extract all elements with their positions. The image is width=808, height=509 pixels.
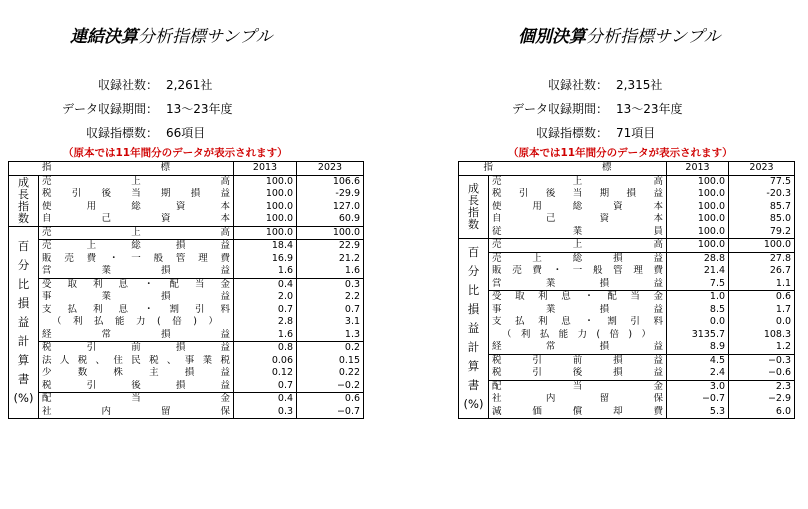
group-char: 書 — [467, 378, 480, 392]
table-row — [9, 240, 364, 253]
table-row — [459, 201, 795, 214]
value-2023: 1.2 — [775, 341, 792, 353]
row-label-cell — [489, 252, 667, 265]
table-row — [9, 406, 364, 419]
group-char: 益 — [17, 314, 30, 329]
value-2023: 0.6 — [729, 291, 795, 304]
value-2013: 18.4 — [234, 240, 297, 253]
table-row — [9, 253, 364, 266]
row-label: 自 己 資 本 — [42, 213, 231, 225]
note-original-years: （原本では11年間分のデータが表示されます） — [508, 147, 733, 159]
group-char: 長 — [18, 187, 29, 201]
table-row — [9, 175, 364, 188]
info-data-period: データ収録期間： 13〜23年度 — [61, 102, 233, 116]
row-label: 受 取 利 息 ・ 配 当 金 — [42, 278, 231, 290]
row-label-cell — [489, 380, 667, 393]
table-body — [9, 175, 364, 419]
group-char: 成 — [18, 175, 29, 189]
value-2023: 60.9 — [338, 213, 361, 225]
group-char: 損 — [17, 295, 30, 310]
row-label-cell — [39, 253, 234, 266]
table-row — [9, 316, 364, 329]
value-2023: 77.5 — [729, 175, 795, 188]
header-year-2023: 2023 — [297, 162, 364, 176]
table-row — [459, 265, 795, 278]
value-2023: -20.3 — [766, 188, 792, 200]
group-char: 計 — [467, 340, 480, 354]
row-label-cell — [489, 188, 667, 201]
row-label: 事 業 損 益 — [492, 303, 663, 315]
row-label: 社 内 留 保 — [42, 405, 231, 417]
row-label: 配 当 金 — [42, 393, 231, 405]
value-2023: 106.6 — [297, 175, 364, 188]
table-row — [459, 291, 795, 304]
value-2013: 0.8 — [234, 342, 297, 355]
row-label: 販 売 費 ・ 一 般 管 理 費 — [492, 265, 664, 277]
row-label-cell — [39, 329, 234, 342]
row-label-cell — [489, 341, 667, 354]
table-row — [9, 265, 364, 278]
row-label-cell — [39, 393, 234, 406]
row-label-cell — [39, 316, 234, 329]
value-2013: 2.4 — [667, 367, 729, 380]
table-row — [459, 226, 795, 239]
row-label-cell — [489, 175, 667, 188]
row-label: 売 上 高 — [42, 226, 231, 238]
value-2013: 100.0 — [667, 213, 729, 226]
group-char: 百 — [17, 238, 30, 253]
row-label: 営 業 損 益 — [492, 277, 663, 289]
row-label: 税 引 後 損 益 — [492, 367, 664, 379]
row-label-cell — [39, 240, 234, 253]
value-2013: 1.0 — [667, 291, 729, 304]
group-char: (%) — [463, 397, 484, 411]
value-2023: 26.7 — [769, 265, 792, 277]
row-label: 売 上 総 損 益 — [42, 240, 231, 252]
value-2023: 79.2 — [769, 225, 792, 237]
header-item: 指 標 — [459, 162, 667, 176]
value-2013: −0.7 — [667, 393, 729, 406]
row-label-cell — [489, 213, 667, 226]
row-label: 使 用 総 資 本 — [42, 200, 231, 212]
value-2013: 0.7 — [234, 380, 297, 393]
value-2023: 27.8 — [729, 252, 795, 265]
table-row — [459, 367, 795, 380]
row-label: 支 払 利 息 ・ 割 引 料 — [492, 316, 663, 328]
table-row — [9, 201, 364, 214]
info-indicator-count: 収録指標数： 71項目 — [535, 126, 656, 140]
row-label-cell — [39, 265, 234, 278]
row-label-cell — [39, 201, 234, 214]
value-2013: 100.0 — [667, 175, 729, 188]
row-label-cell — [489, 329, 667, 342]
value-2013: 0.06 — [234, 355, 297, 368]
group-char: 損 — [467, 302, 480, 316]
value-2023: 0.22 — [338, 367, 361, 379]
row-label: 売 上 総 損 益 — [492, 252, 664, 264]
value-2013: 2.0 — [234, 291, 297, 304]
row-label: （ 利 払 能 力 ( 倍 ) ） — [52, 316, 218, 328]
table-row — [459, 239, 795, 253]
info-company-count: 収録社数： 2,261社 — [97, 78, 213, 92]
row-label: 税 引 前 損 益 — [492, 354, 664, 366]
row-label-cell — [39, 380, 234, 393]
row-label-cell — [489, 201, 667, 214]
table-row — [459, 175, 795, 188]
row-label-cell — [39, 355, 234, 368]
table-row — [9, 304, 364, 317]
group-char: 成 — [468, 181, 479, 195]
row-label-cell — [489, 354, 667, 367]
value-2023: 0.0 — [775, 316, 792, 328]
value-2013: 0.4 — [234, 393, 297, 406]
panel-title: 個別決算分析指標サンプル — [518, 27, 721, 47]
table-row — [459, 354, 795, 367]
row-label-cell — [39, 304, 234, 317]
table-row — [9, 393, 364, 406]
row-label: 売 上 高 — [492, 239, 664, 251]
table-row — [459, 188, 795, 201]
group-char: 比 — [467, 283, 480, 297]
row-label-cell — [489, 406, 667, 419]
group-char: 分 — [467, 264, 480, 278]
row-label: 社 内 留 保 — [492, 393, 663, 405]
row-label: 経 常 損 益 — [492, 341, 663, 353]
table-row — [9, 367, 364, 380]
row-label-cell — [39, 226, 234, 240]
value-2013: 100.0 — [234, 226, 297, 240]
group-char: 指 — [18, 199, 29, 213]
value-2013: 0.4 — [234, 278, 297, 291]
table-row — [459, 213, 795, 226]
group-char: 長 — [468, 193, 479, 207]
row-label: 配 当 金 — [492, 380, 664, 392]
value-2013: 7.5 — [667, 278, 729, 291]
value-2013: 0.0 — [667, 316, 729, 329]
value-2013: 0.3 — [234, 406, 297, 419]
group-char: 算 — [467, 359, 480, 373]
group-char: 益 — [467, 321, 480, 335]
row-label-cell — [489, 304, 667, 317]
table-row — [459, 252, 795, 265]
row-label: 税 引 後 当 期 損 益 — [492, 188, 663, 200]
percent-group-label — [9, 226, 39, 419]
value-2013: 28.8 — [667, 252, 729, 265]
indicator-table — [458, 161, 795, 419]
value-2023: 0.7 — [344, 303, 361, 315]
value-2013: 1.6 — [234, 265, 297, 278]
table-row — [9, 213, 364, 226]
growth-group-label — [459, 175, 489, 239]
row-label: 使 用 総 資 本 — [492, 200, 664, 212]
value-2023: 85.0 — [769, 213, 792, 225]
row-label-cell — [489, 316, 667, 329]
value-2013: 5.3 — [667, 406, 729, 419]
value-2023: 6.0 — [775, 405, 792, 417]
value-2023: 3.1 — [344, 316, 361, 328]
row-label: 営 業 損 益 — [42, 265, 231, 277]
value-2023: 22.9 — [297, 240, 364, 253]
table-row — [459, 341, 795, 354]
row-label: 売 上 高 — [42, 175, 231, 187]
table-row — [459, 278, 795, 291]
table-row — [9, 329, 364, 342]
value-2023: 108.3 — [763, 328, 792, 340]
row-label-cell — [39, 342, 234, 355]
value-2013: 3135.7 — [667, 329, 729, 342]
row-label: 従 業 員 — [492, 225, 664, 237]
row-label-cell — [489, 367, 667, 380]
value-2023: −0.2 — [336, 379, 361, 391]
value-2023: 0.2 — [297, 342, 364, 355]
value-2013: 100.0 — [234, 213, 297, 226]
value-2013: 2.8 — [234, 316, 297, 329]
value-2023: −0.7 — [336, 405, 361, 417]
value-2013: 0.7 — [234, 304, 297, 317]
value-2013: 16.9 — [234, 253, 297, 266]
row-label: 少 数 株 主 損 益 — [42, 367, 230, 379]
row-label-cell — [489, 291, 667, 304]
row-label: 税 引 後 当 期 損 益 — [42, 188, 231, 200]
table-row — [9, 380, 364, 393]
row-label-cell — [39, 175, 234, 188]
value-2013: 100.0 — [234, 188, 297, 201]
value-2023: -29.9 — [335, 188, 361, 200]
value-2023: −2.9 — [767, 393, 792, 405]
row-label-cell — [39, 188, 234, 201]
info-company-count: 収録社数： 2,315社 — [547, 78, 663, 92]
value-2023: −0.6 — [767, 367, 792, 379]
value-2013: 100.0 — [667, 226, 729, 239]
info-indicator-count: 収録指標数： 66項目 — [85, 126, 206, 140]
table-row — [459, 393, 795, 406]
value-2023: 1.3 — [344, 328, 361, 340]
row-label: 売 上 高 — [492, 175, 664, 187]
table-row — [9, 278, 364, 291]
row-label: 自 己 資 本 — [492, 213, 663, 225]
group-char: 書 — [17, 371, 30, 386]
row-label-cell — [489, 239, 667, 253]
value-2013: 8.9 — [667, 341, 729, 354]
header-item: 指 標 — [9, 162, 234, 176]
table-row — [459, 304, 795, 317]
table-row — [9, 226, 364, 240]
group-char: 算 — [17, 352, 30, 367]
indicator-table — [8, 161, 364, 419]
value-2013: 100.0 — [667, 201, 729, 214]
note-original-years: （原本では11年間分のデータが表示されます） — [63, 147, 288, 159]
row-label: 販 売 費 ・ 一 般 管 理 費 — [42, 252, 231, 264]
value-2023: −0.3 — [729, 354, 795, 367]
table-row — [459, 316, 795, 329]
growth-group-label — [9, 175, 39, 226]
value-2013: 3.0 — [667, 380, 729, 393]
row-label-cell — [39, 213, 234, 226]
value-2023: 0.15 — [338, 354, 361, 366]
table-body — [459, 175, 795, 419]
table-row — [9, 355, 364, 368]
row-label-cell — [39, 291, 234, 304]
value-2013: 100.0 — [667, 239, 729, 253]
value-2023: 0.3 — [297, 278, 364, 291]
value-2023: 100.0 — [297, 226, 364, 240]
group-char: 計 — [17, 333, 30, 348]
row-label: 税 引 前 損 益 — [42, 342, 231, 354]
value-2023: 1.1 — [775, 277, 792, 289]
value-2023: 2.3 — [729, 380, 795, 393]
table-row — [9, 188, 364, 201]
row-label-cell — [39, 278, 234, 291]
group-char: (%) — [13, 390, 34, 405]
value-2013: 100.0 — [234, 175, 297, 188]
row-label: 事 業 損 益 — [42, 291, 231, 303]
row-label: （ 利 払 能 力 ( 倍 ) ） — [502, 328, 651, 340]
percent-group-label — [459, 239, 489, 419]
value-2013: 0.12 — [234, 367, 297, 380]
value-2013: 100.0 — [667, 188, 729, 201]
table-row — [459, 329, 795, 342]
value-2013: 1.6 — [234, 329, 297, 342]
table-row — [9, 291, 364, 304]
row-label: 支 払 利 息 ・ 割 引 料 — [42, 303, 231, 315]
row-label: 減 価 償 却 費 — [492, 405, 664, 417]
group-char: 百 — [467, 245, 480, 259]
row-label: 税 引 後 損 益 — [42, 379, 231, 391]
table-row — [459, 406, 795, 419]
group-char: 分 — [17, 257, 30, 272]
header-year-2013: 2013 — [667, 162, 729, 176]
value-2023: 21.2 — [338, 252, 361, 264]
row-label-cell — [489, 226, 667, 239]
table-row — [459, 380, 795, 393]
row-label: 法 人 税 、 住 民 税 、 事 業 税 — [42, 354, 230, 366]
value-2023: 2.2 — [344, 291, 361, 303]
group-char: 比 — [17, 276, 30, 291]
value-2013: 8.5 — [667, 304, 729, 317]
row-label: 受 取 利 息 ・ 配 当 金 — [492, 291, 663, 303]
value-2023: 1.7 — [775, 303, 792, 315]
row-label: 経 常 損 益 — [42, 328, 231, 340]
row-label-cell — [489, 265, 667, 278]
row-label-cell — [489, 393, 667, 406]
value-2023: 100.0 — [729, 239, 795, 253]
value-2023: 127.0 — [332, 200, 361, 212]
row-label-cell — [39, 367, 234, 380]
row-label-cell — [489, 278, 667, 291]
value-2013: 21.4 — [667, 265, 729, 278]
info-data-period: データ収録期間： 13〜23年度 — [511, 102, 683, 116]
value-2013: 4.5 — [667, 354, 729, 367]
header-year-2013: 2013 — [234, 162, 297, 176]
value-2023: 1.6 — [344, 265, 361, 277]
table-row — [9, 342, 364, 355]
group-char: 数 — [18, 211, 29, 225]
row-label-cell — [39, 406, 234, 419]
value-2013: 100.0 — [234, 201, 297, 214]
group-char: 数 — [468, 217, 479, 231]
value-2023: 0.6 — [297, 393, 364, 406]
header-year-2023: 2023 — [729, 162, 795, 176]
panel-title: 連結決算分析指標サンプル — [70, 27, 273, 47]
value-2023: 85.7 — [769, 200, 792, 212]
group-char: 指 — [468, 205, 479, 219]
